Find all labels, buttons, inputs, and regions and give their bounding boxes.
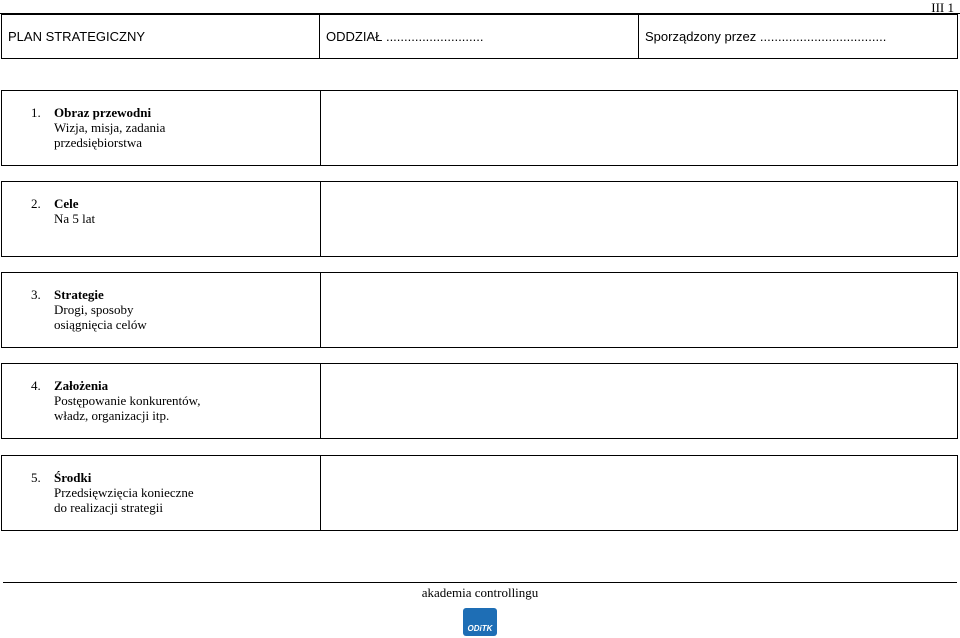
row-strategies (1, 272, 958, 348)
row-title: Strategie (54, 287, 104, 302)
row-number: 5. (31, 470, 41, 485)
row-title: Założenia (54, 378, 109, 393)
row-desc-line: Postępowanie konkurentów, (54, 393, 201, 408)
header-table (1, 14, 958, 59)
row-goals (1, 181, 958, 257)
page-number: III 1 (931, 0, 954, 15)
row-desc-line: Wizja, misja, zadania (54, 120, 166, 135)
footer-rule (3, 582, 957, 583)
row-number: 3. (31, 287, 41, 302)
header-plan: PLAN STRATEGICZNY (2, 15, 320, 58)
row-label (2, 182, 321, 256)
row-title: Obraz przewodni (54, 105, 152, 120)
oditk-logo: ODiTK (463, 608, 497, 636)
row-value-strategies[interactable] (321, 273, 957, 347)
header-division[interactable]: ODDZIAŁ ........................... (320, 15, 639, 58)
row-desc-line: władz, organizacji itp. (54, 408, 170, 423)
row-number: 2. (31, 196, 41, 211)
header-prepared-by[interactable]: Sporządzony przez ................................... (645, 29, 887, 44)
row-desc-line: przedsiębiorstwa (54, 135, 143, 150)
row-desc-line: Drogi, sposoby (54, 302, 134, 317)
row-vision (1, 90, 958, 166)
footer-text: akademia controllingu (421, 585, 539, 600)
row-desc-line: osiągnięcia celów (54, 317, 147, 332)
row-desc-line: Na 5 lat (54, 211, 96, 226)
row-title: Cele (54, 196, 79, 211)
row-value-resources[interactable] (321, 456, 957, 530)
row-resources (1, 455, 958, 531)
row-label (2, 91, 321, 165)
row-value-vision[interactable] (321, 91, 957, 165)
row-desc-line: Przedsięwzięcia konieczne (54, 485, 194, 500)
row-number: 1. (31, 105, 41, 120)
row-value-goals[interactable] (321, 182, 957, 256)
row-desc-line: do realizacji strategii (54, 500, 164, 515)
row-label (2, 273, 321, 347)
row-assumptions (1, 363, 958, 439)
row-label (2, 456, 321, 530)
row-value-assumptions[interactable] (321, 364, 957, 438)
row-number: 4. (31, 378, 41, 393)
row-label (2, 364, 321, 438)
row-title: Środki (54, 470, 92, 485)
